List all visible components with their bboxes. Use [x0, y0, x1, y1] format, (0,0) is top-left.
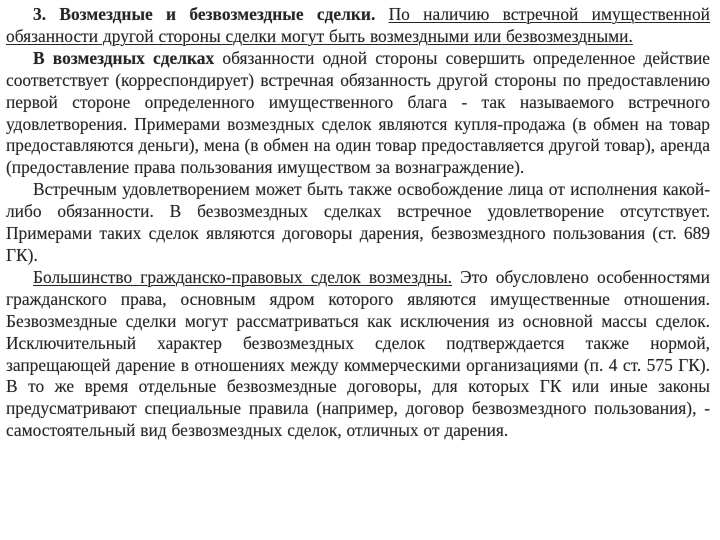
paragraph-majority — [6, 267, 710, 442]
intro-underlined-text: По наличию встречной имущественной обязанности другой стороны сделки могут быть возмездными или безвозмездными. — [6, 4, 710, 46]
paragraph-text: обязанности одной стороны совершить определенное действие соответствует (корреспондирует) встречная обязанность другой стороны по предоставлению первой стороне определенного имущественного блага - так называемого встречного удовлетворения. Примерами возмездных сделок являются купля-продажа (в обмен на товар предоставляются деньги), мена (в обмен на один товар предоставляется другой товар), аренда (предоставление права пользования имуществом за вознаграждение). — [6, 47, 710, 178]
paragraph-text: Это обусловлено особенностями гражданского права, основным ядром которого являются имущественные отношения. Безвозмездные сделки могут рассматриваться как исключения из основной массы сделок. Исключительный характер безвозмездных сделок подтверждается также нормой, запрещающей дарение в отношениях между коммерческими организациями (п. 4 ст. 575 ГК). В то же время отдельные безвозмездные договоры, для которых ГК или иные законы предусматривают специальные правила (например, договор безвозмездного пользования), - самостоятельный вид безвозмездных сделок, отличных от дарения. — [6, 266, 710, 441]
underlined-statement: Большинство гражданско-правовых сделок возмездны. — [33, 266, 453, 287]
paragraph-compensated-deals — [6, 48, 710, 179]
bold-term: В возмездных сделках — [33, 47, 215, 68]
section-heading: 3. Возмездные и безвозмездные сделки. — [33, 4, 376, 24]
paragraph-intro — [6, 4, 710, 48]
paragraph-counter-satisfaction — [6, 179, 710, 267]
paragraph-text: Встречным удовлетворением может быть также освобождение лица от исполнения какой-либо обязанности. В безвозмездных сделках встречное удовлетворение отсутствует. Примерами таких сделок являются договоры дарения, безвозмездного пользования (ст. 689 ГК). — [6, 179, 710, 265]
document-page — [6, 4, 710, 442]
